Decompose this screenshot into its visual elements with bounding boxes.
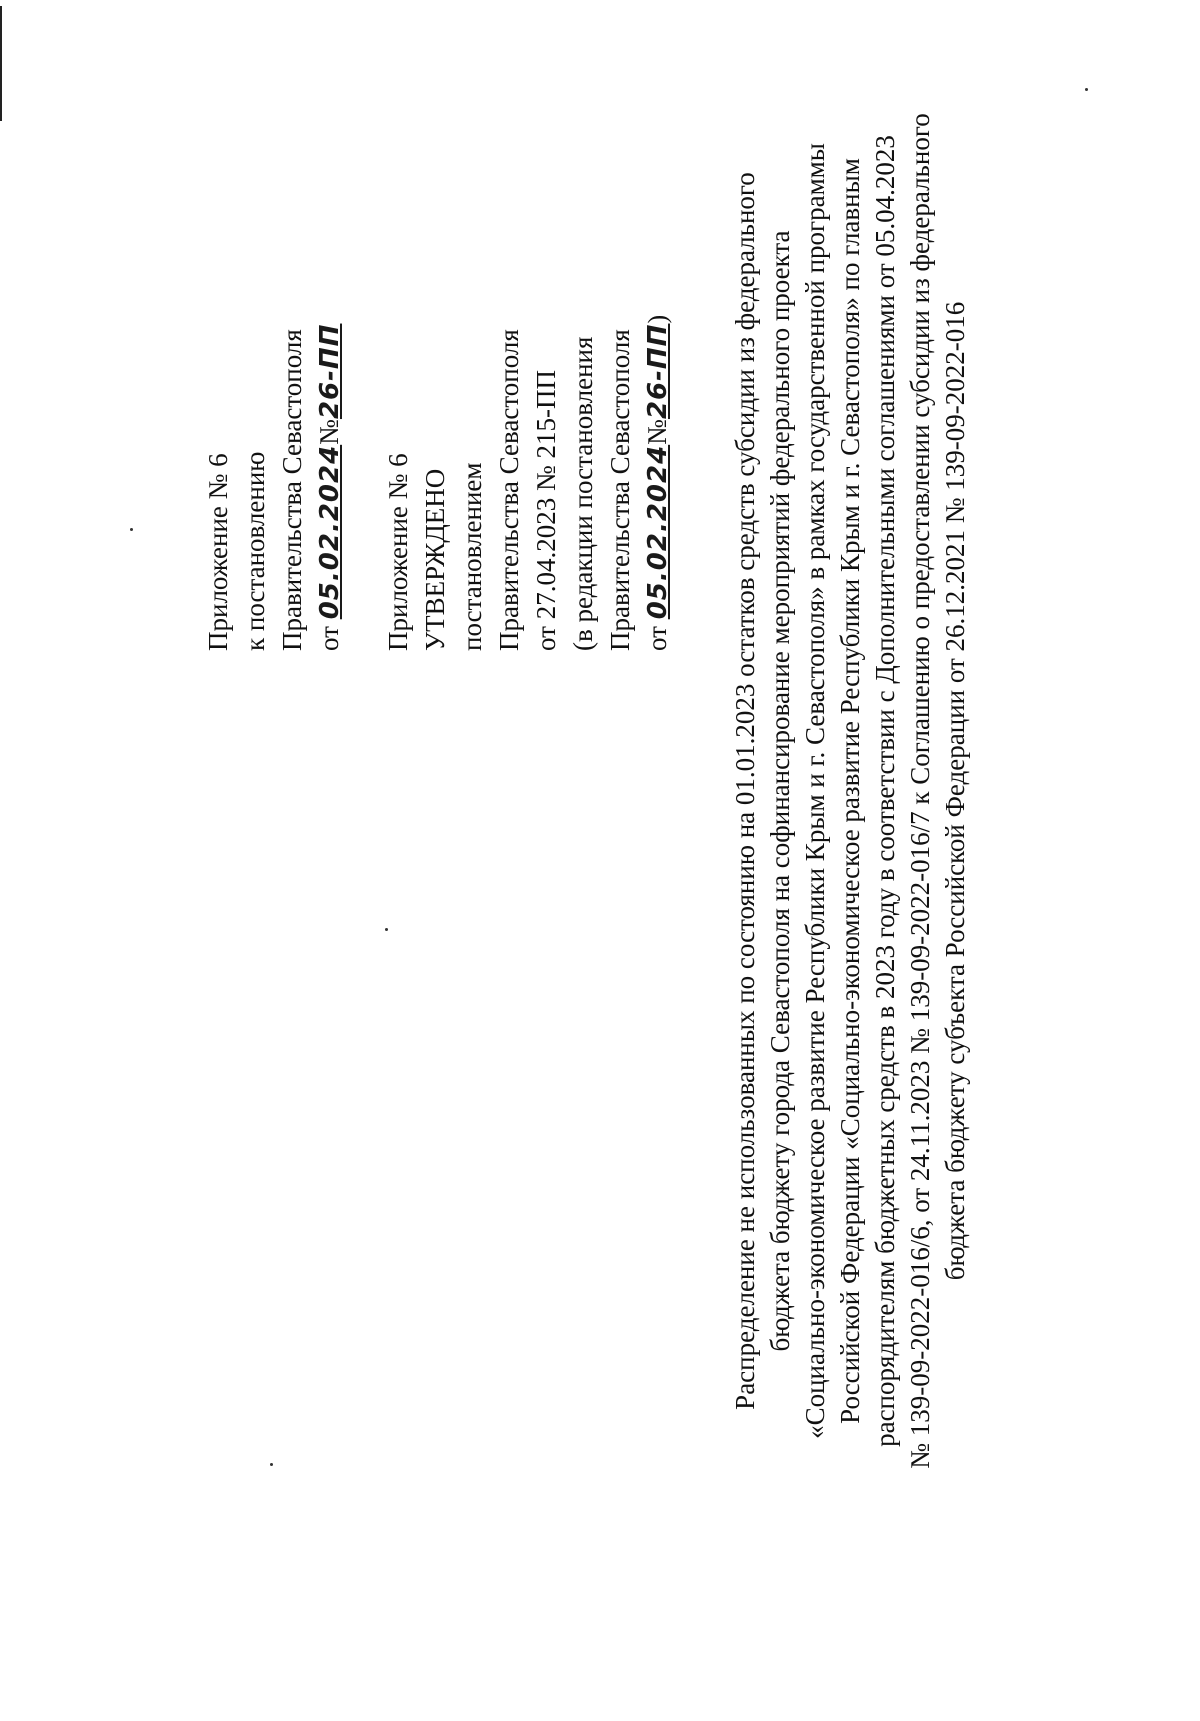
scan-speck	[385, 928, 388, 931]
approved-line: постановлением	[457, 462, 487, 651]
approved-line: Правительства Севастополя	[605, 329, 635, 651]
title-line: Российской Федерации «Социально-экономическое развитие Республики Крым и г. Севастополя» по главным	[835, 158, 865, 1424]
title-line: «Социально-экономическое развитие Республики Крым и г. Севастополя» в рамках государственной программы	[800, 143, 830, 1439]
scan-speck	[1085, 88, 1088, 91]
approved-line: УТВЕРЖДЕНО	[420, 468, 450, 651]
margin-rule	[0, 6, 2, 121]
title-line: № 139-09-2022-016/6, от 24.11.2023 № 139-09-2022-016/7 к Соглашению о предоставлении субсидии из федерального	[905, 113, 935, 1469]
appendix-line: Приложение № 6	[203, 453, 233, 651]
number-prefix: №	[642, 419, 672, 445]
approved-line: (в редакции постановления	[568, 336, 598, 651]
handwritten-number: 26-ПП	[315, 323, 345, 420]
handwritten-date: 05.02.2024	[643, 444, 673, 620]
title-line: распорядителям бюджетных средств в 2023 году в соответствии с Дополнительными соглашениями от 05.04.2023	[870, 135, 900, 1447]
appendix-line: к постановлению	[240, 451, 270, 651]
title-line: бюджета бюджету субъекта Российской Федерации от 26.12.2021 № 139-09-2022-016	[940, 301, 970, 1281]
approved-date-line	[639, 315, 677, 651]
document-title	[728, 41, 973, 1541]
handwritten-date: 05.02.2024	[315, 444, 345, 620]
closing-paren: )	[643, 314, 672, 324]
approved-line: Приложение № 6	[383, 453, 413, 651]
date-prefix: от	[314, 626, 344, 651]
approved-block	[380, 315, 677, 651]
title-line: бюджета бюджету города Севастополя на софинансирование мероприятий федерального проекта	[765, 230, 795, 1352]
handwritten-number: 26-ПП	[643, 323, 673, 420]
scan-speck	[270, 1463, 273, 1466]
appendix-line: Правительства Севастополя	[277, 329, 307, 651]
date-prefix: от	[642, 626, 672, 651]
number-prefix: №	[314, 419, 344, 445]
appendix-block	[200, 324, 349, 651]
scan-speck	[130, 528, 133, 531]
approved-line: Правительства Севастополя	[494, 329, 524, 651]
title-line: Распределение не использованных по состоянию на 01.01.2023 остатков средств субсидии из федерального	[730, 172, 760, 1410]
approved-line: от 27.04.2023 № 215-ПП	[531, 370, 561, 651]
appendix-date-line	[311, 324, 349, 651]
